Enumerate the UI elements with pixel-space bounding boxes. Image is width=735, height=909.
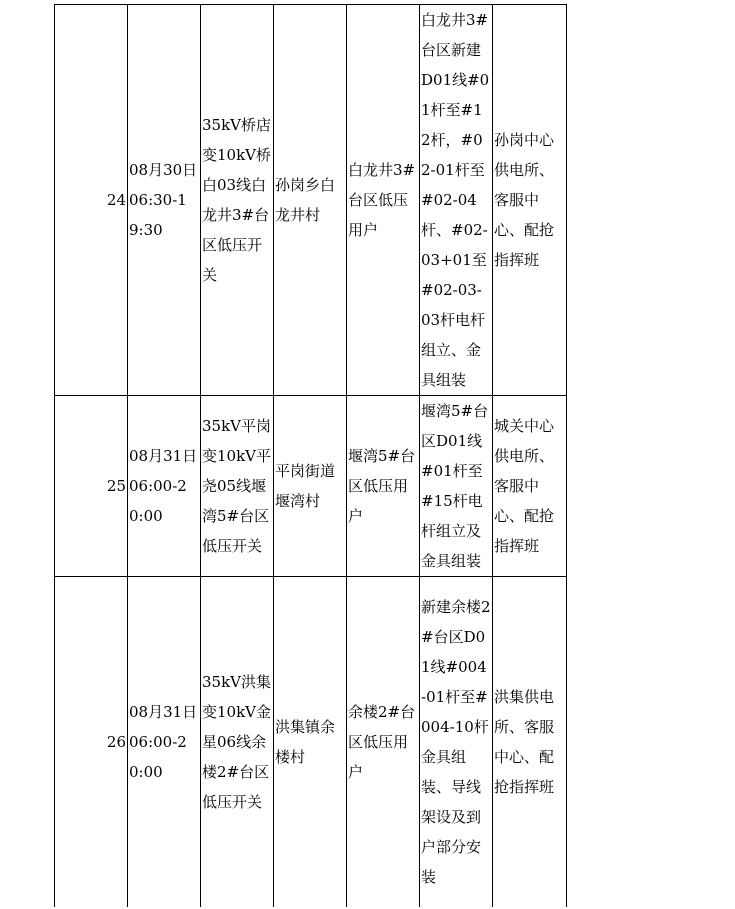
users-cell: 堰湾5#台区低压用户 bbox=[347, 396, 420, 577]
table-row bbox=[55, 5, 567, 396]
area-cell: 平岗街道堰湾村 bbox=[274, 396, 347, 577]
row-number: 25 bbox=[55, 396, 128, 577]
users-cell: 白龙井3#台区低压用户 bbox=[347, 5, 420, 396]
row-number: 26 bbox=[55, 577, 128, 908]
equipment-cell: 35kV平岗变10kV平尧05线堰湾5#台区低压开关 bbox=[201, 396, 274, 577]
outage-date: 08月31日 bbox=[129, 703, 198, 721]
department-cell: 洪集供电所、客服中心、配抢指挥班 bbox=[493, 577, 567, 908]
equipment-cell: 35kV桥店变10kV桥白03线白龙井3#台区低压开关 bbox=[201, 5, 274, 396]
outage-date: 08月30日 bbox=[129, 161, 198, 179]
top-crop-edge bbox=[0, 0, 735, 4]
users-cell: 余楼2#台区低压用户 bbox=[347, 577, 420, 908]
department-cell: 孙岗中心供电所、客服中心、配抢指挥班 bbox=[493, 5, 567, 396]
outage-time bbox=[128, 5, 201, 396]
row-number: 24 bbox=[55, 5, 128, 396]
work-content-cell: 堰湾5#台区D01线#01杆至#15杆电杆组立及金具组装 bbox=[420, 396, 493, 577]
table-row bbox=[55, 577, 567, 908]
area-cell: 洪集镇余楼村 bbox=[274, 577, 347, 908]
work-content-cell: 白龙井3#台区新建D01线#01杆至#12杆，#02-01杆至#02-04杆、#02-03+01至#02-03-03杆电杆组立、金具组装 bbox=[420, 5, 493, 396]
outage-date: 08月31日 bbox=[129, 447, 198, 465]
outage-schedule-table bbox=[54, 4, 567, 908]
table-row bbox=[55, 396, 567, 577]
outage-time-range: 06:30-19:30 bbox=[129, 191, 187, 239]
outage-time-range: 06:00-20:00 bbox=[129, 733, 187, 781]
outage-time bbox=[128, 396, 201, 577]
outage-time bbox=[128, 577, 201, 908]
work-content-cell: 新建余楼2#台区D01线#004-01杆至#004-10杆金具组装、导线架设及到户部分安装 bbox=[420, 577, 493, 908]
department-cell: 城关中心供电所、客服中心、配抢指挥班 bbox=[493, 396, 567, 577]
area-cell: 孙岗乡白龙井村 bbox=[274, 5, 347, 396]
outage-time-range: 06:00-20:00 bbox=[129, 477, 187, 525]
equipment-cell: 35kV洪集变10kV金星06线余楼2#台区低压开关 bbox=[201, 577, 274, 908]
